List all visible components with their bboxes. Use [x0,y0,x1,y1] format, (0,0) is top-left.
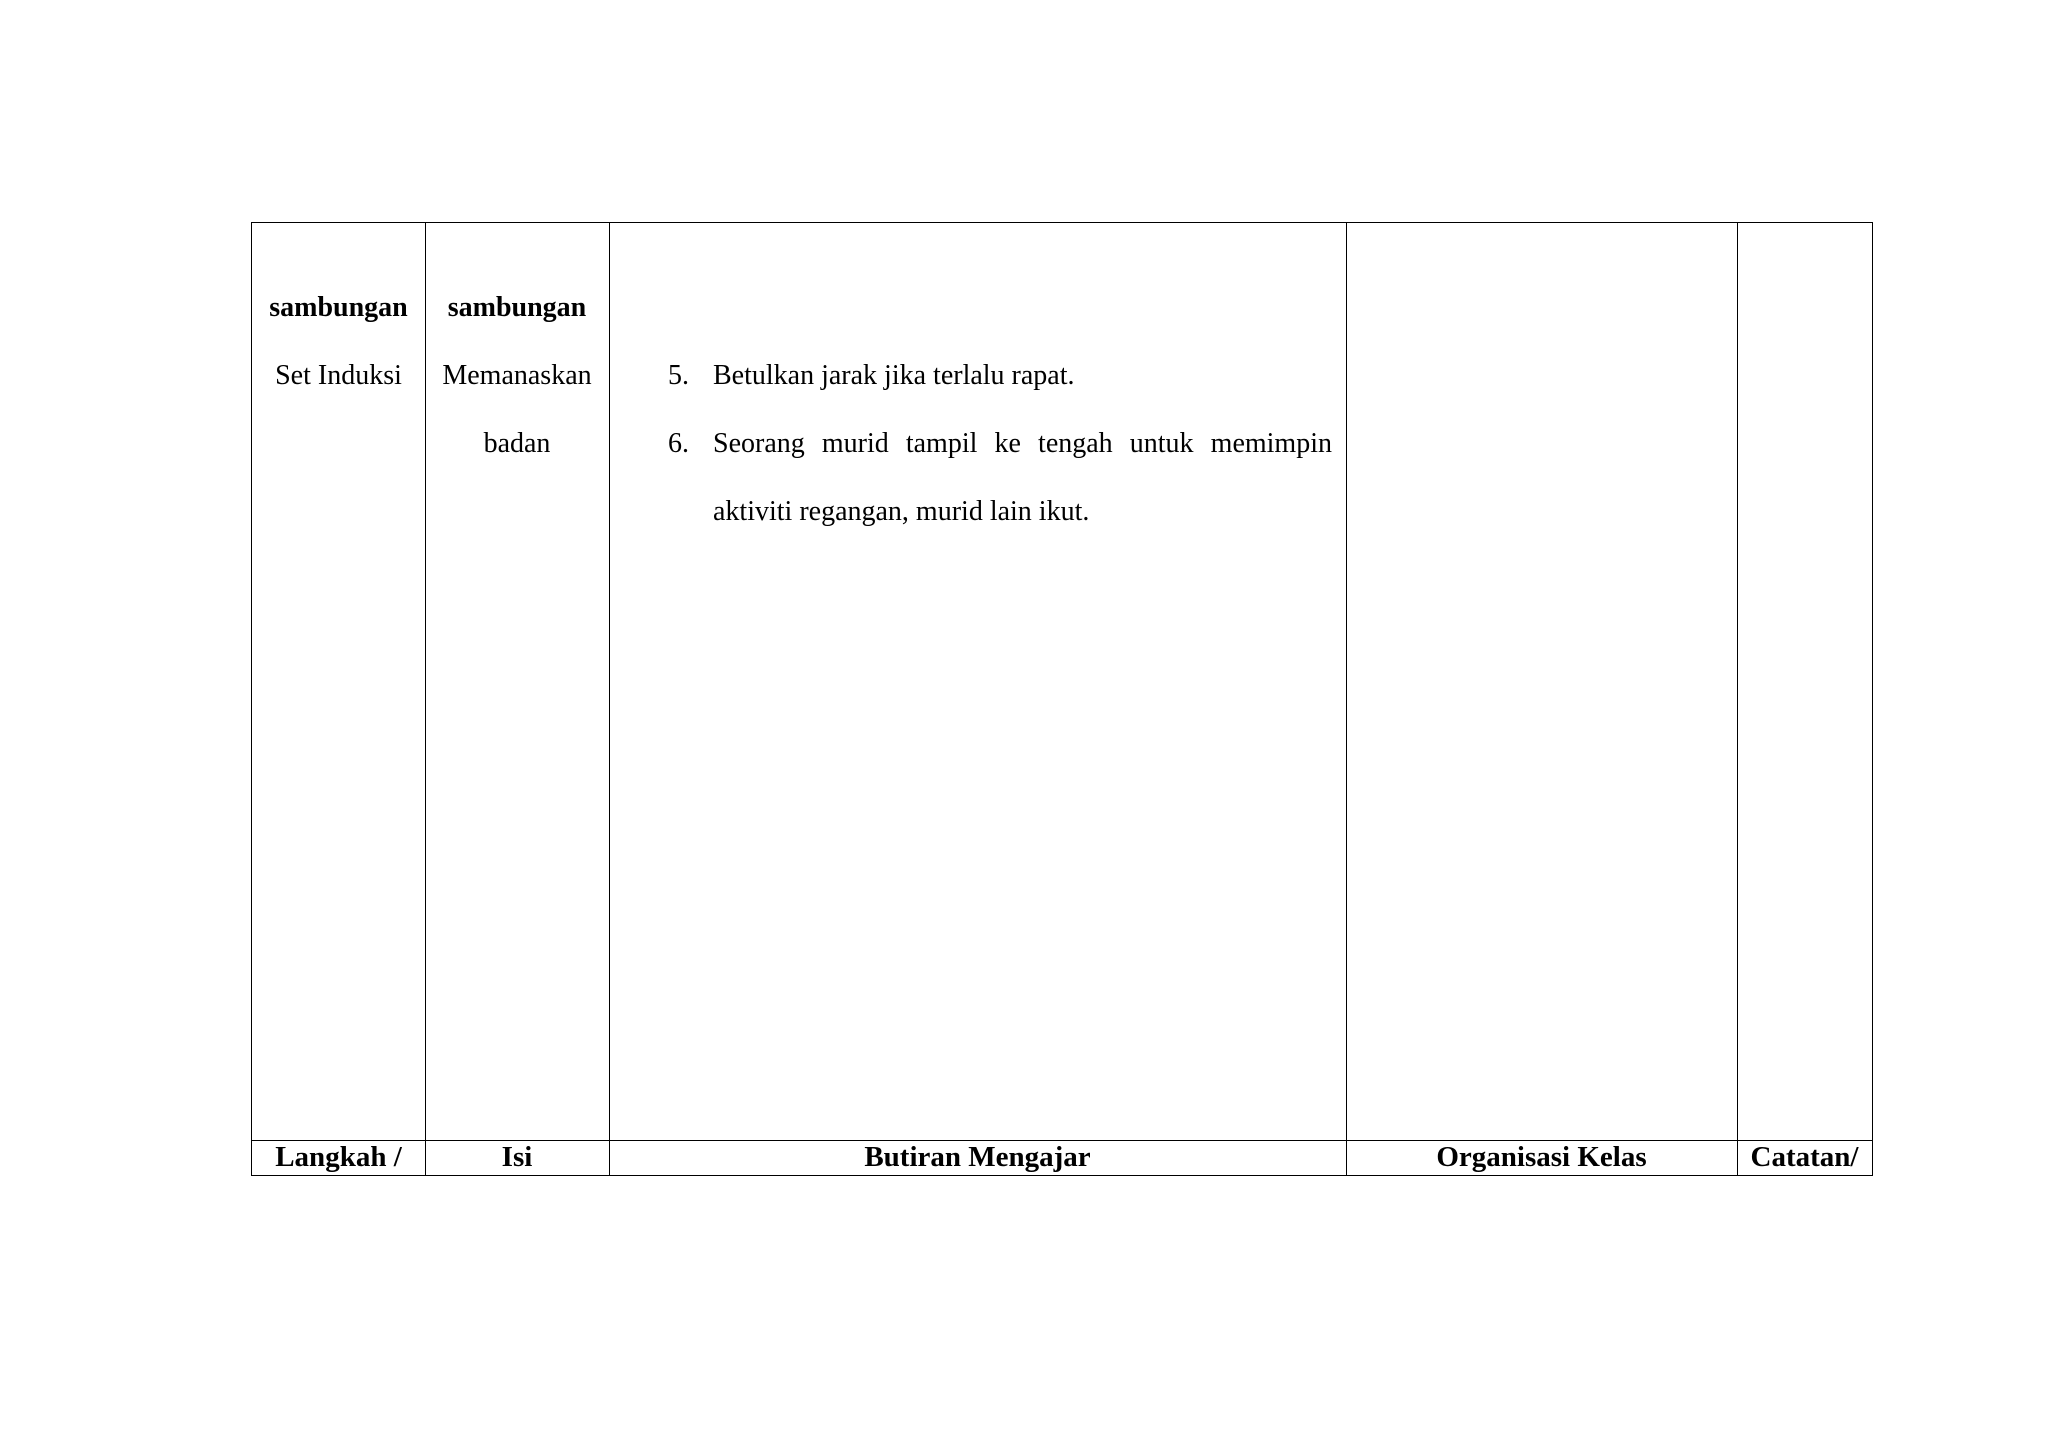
langkah-label: Set Induksi [275,360,402,391]
lesson-plan-table [251,222,1873,1176]
langkah-heading: sambungan [269,292,408,323]
footer-organisasi: Organisasi Kelas [1436,1141,1647,1173]
column-divider [609,223,610,1175]
list-item-text-line-2: aktiviti regangan, murid lain ikut. [713,496,1090,527]
footer-butiran: Butiran Mengajar [864,1141,1091,1173]
list-item-number: 6. [668,428,689,459]
list-item-number: 5. [668,360,689,391]
list-item-text-line-1: Seorang murid tampil ke tengah untuk memimpin [713,428,1332,459]
isi-line-1: Memanaskan [442,360,592,391]
list-item-text: Betulkan jarak jika terlalu rapat. [713,360,1075,391]
isi-heading: sambungan [447,292,587,323]
isi-line-2: badan [483,428,551,459]
column-divider [1346,223,1347,1175]
footer-langkah: Langkah / [275,1141,402,1173]
column-divider [1737,223,1738,1175]
footer-isi: Isi [501,1141,533,1173]
footer-catatan: Catatan/ [1750,1141,1859,1173]
